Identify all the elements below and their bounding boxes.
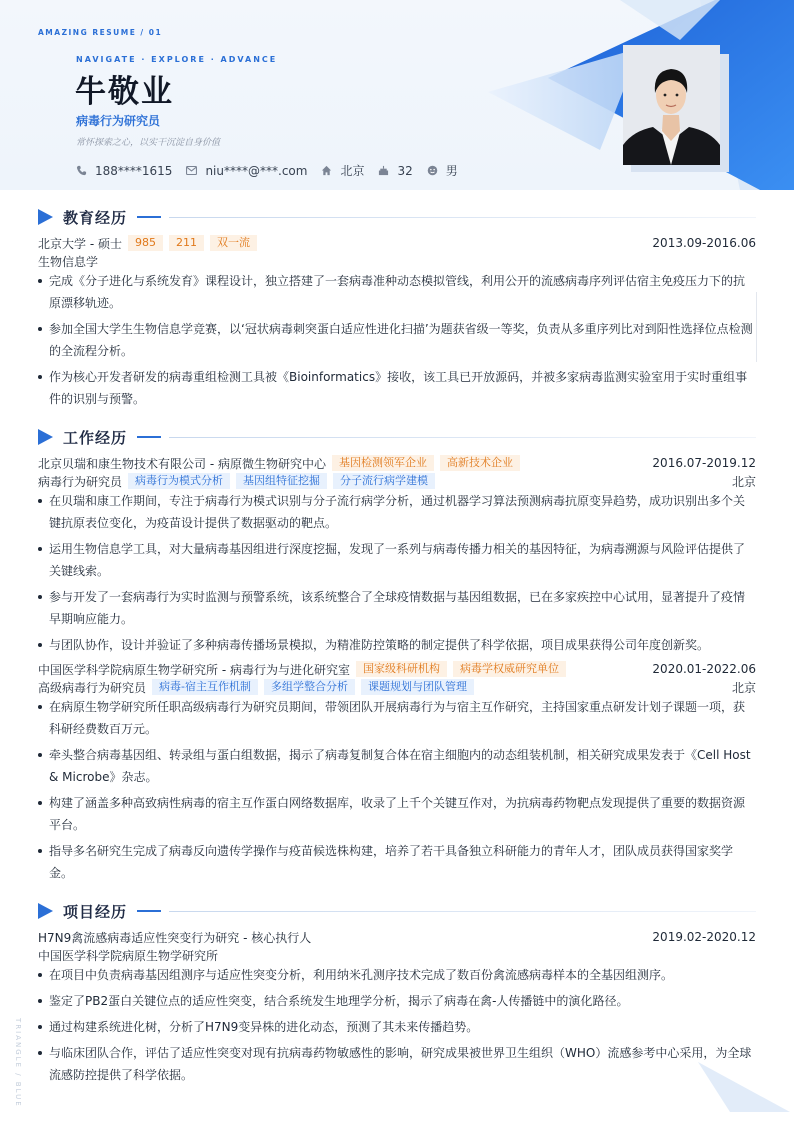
- resume-header: [0, 0, 794, 190]
- list-item: 鉴定了PB2蛋白关键位点的适应性突变，结合系统发生地理学分析，揭示了病毒在禽-人传播链中的演化路径。: [38, 990, 756, 1012]
- contact-phone: [76, 164, 172, 178]
- phone-text: 188****1615: [95, 163, 173, 178]
- company-name: 北京贝瑞和康生物技术有限公司 - 病原微生物研究中心: [38, 456, 326, 471]
- contact-email: [186, 164, 307, 178]
- face-icon: [427, 165, 438, 176]
- triangle-icon: [38, 429, 53, 445]
- list-item: 牵头整合病毒基因组、转录组与蛋白组数据，揭示了病毒复制复合体在宿主细胞内的动态组装机制，相关研究成果发表于《Cell Host & Microbe》杂志。: [38, 744, 756, 788]
- job-location: 北京: [731, 680, 756, 695]
- list-item: 参与开发了一套病毒行为实时监测与预警系统，该系统整合了全球疫情数据与基因组数据，已在多家疾控中心试用，显著提升了疫情早期响应能力。: [38, 586, 756, 630]
- job-date: 2016.07-2019.12: [652, 456, 756, 470]
- list-item: 运用生物信息学工具，对大量病毒基因组进行深度挖掘，发现了一系列与病毒传播力相关的基因特征，为病毒溯源与风险评估提供了关键线索。: [38, 538, 756, 582]
- side-watermark: TRIANGLE / BLUE: [14, 1018, 22, 1108]
- list-item: 在贝瑞和康工作期间，专注于病毒行为模式识别与分子流行病学分析，通过机器学习算法预测病毒抗原变异趋势，成功识别出多个关键抗原表位变化，为疫苗设计提供了数据驱动的靶点。: [38, 490, 756, 534]
- section-title: 工作经历: [63, 428, 128, 447]
- project-name: H7N9禽流感病毒适应性突变行为研究 - 核心执行人: [38, 930, 312, 945]
- project-org: 中国医学科学院病原生物学研究所: [38, 948, 219, 963]
- skill-tag: 课题规划与团队管理: [361, 679, 474, 695]
- section-title: 教育经历: [63, 208, 128, 227]
- home-icon: [321, 165, 332, 176]
- job-position: 高级病毒行为研究员: [38, 680, 147, 695]
- list-item: 在项目中负责病毒基因组测序与适应性突变分析，利用纳米孔测序技术完成了数百份禽流感病毒样本的全基因组测序。: [38, 964, 756, 986]
- list-item: 指导多名研究生完成了病毒反向遗传学操作与疫苗候选株构建，培养了若干具备独立科研能力的青年人才，团队成员获得国家奖学金。: [38, 840, 756, 884]
- section-line: [169, 911, 756, 912]
- triangle-icon: [38, 903, 53, 919]
- school-tag: 双一流: [210, 235, 257, 251]
- list-item: 构建了涵盖多种高致病性病毒的宿主互作蛋白网络数据库，收录了上千个关键互作对，为抗病毒药物靶点发现提供了重要的数据资源平台。: [38, 792, 756, 836]
- nav-slogan: NAVIGATE · EXPLORE · ADVANCE: [76, 55, 278, 64]
- contact-bar: [76, 162, 472, 179]
- phone-icon: [76, 165, 87, 176]
- resume-kicker: AMAZING RESUME / 01: [38, 28, 163, 37]
- job-position-row: [38, 678, 756, 696]
- candidate-role: 病毒行为研究员: [76, 114, 161, 128]
- mail-icon: [186, 166, 197, 175]
- gender-text: 男: [445, 164, 458, 178]
- list-item: 在病原生物学研究所任职高级病毒行为研究员期间，带领团队开展病毒行为与宿主互作研究，主持国家重点研发计划子课题一项，获科研经费数百万元。: [38, 696, 756, 740]
- skill-tag: 分子流行病学建模: [333, 473, 435, 489]
- skill-tag: 基因组特征挖掘: [236, 473, 327, 489]
- list-item: 与团队协作，设计并验证了多种病毒传播场景模拟，为精准防控策略的制定提供了科学依据，项目成果获得公司年度创新奖。: [38, 634, 756, 656]
- section-work: [38, 426, 756, 448]
- major: 生物信息学: [38, 254, 99, 269]
- project-date: 2019.02-2020.12: [652, 930, 756, 944]
- company-tag: 基因检测领军企业: [332, 455, 434, 471]
- project-org-row: [38, 946, 756, 964]
- list-item: 参加全国大学生生物信息学竞赛，以‘冠状病毒刺突蛋白适应性进化扫描’为题获省级一等奖，负责从多重序列比对到阳性选择位点检测的全流程分析。: [38, 318, 756, 362]
- contact-gender: [427, 162, 458, 179]
- skill-tag: 病毒行为模式分析: [128, 473, 230, 489]
- school-tag: 211: [169, 235, 204, 251]
- education-major-row: [38, 252, 756, 270]
- margin-divider: [756, 292, 757, 362]
- section-projects: [38, 900, 756, 922]
- job-position-row: [38, 472, 756, 490]
- section-divider: [137, 910, 161, 912]
- list-item: 通过构建系统进化树，分析了H7N9变异株的进化动态，预测了其未来传播趋势。: [38, 1016, 756, 1038]
- job-header: [38, 454, 756, 472]
- list-item: 完成《分子进化与系统发育》课程设计，独立搭建了一套病毒准种动态模拟管线，利用公开的流感病毒序列评估宿主免疫压力下的抗原漂移轨迹。: [38, 270, 756, 314]
- company-tag: 国家级科研机构: [356, 661, 447, 677]
- candidate-name: 牛敬业: [75, 74, 174, 110]
- city-text: 北京: [340, 164, 365, 178]
- candidate-motto: 常怀探索之心，以实干沉淀自身价值: [76, 138, 221, 148]
- section-divider: [137, 216, 161, 218]
- triangle-icon: [38, 209, 53, 225]
- company-name: 中国医学科学院病原生物学研究所 - 病毒行为与进化研究室: [38, 662, 350, 677]
- education-header: [38, 234, 756, 252]
- company-tag: 高新技术企业: [440, 455, 520, 471]
- age-text: 32: [397, 163, 413, 178]
- job-position: 病毒行为研究员: [38, 474, 123, 489]
- cake-icon: [378, 165, 389, 176]
- email-text: niu****@***.com: [205, 163, 308, 178]
- profile-photo: [623, 45, 720, 165]
- list-item: 作为核心开发者研发的病毒重组检测工具被《Bioinformatics》接收，该工具已开放源码，并被多家病毒监测实验室用于实时重组事件的识别与预警。: [38, 366, 756, 410]
- contact-age: [378, 164, 412, 178]
- job-date: 2020.01-2022.06: [652, 662, 756, 676]
- section-education: [38, 206, 756, 228]
- job-location: 北京: [731, 474, 756, 489]
- job-header: [38, 660, 756, 678]
- corner-decoration: [690, 1060, 794, 1123]
- section-line: [169, 437, 756, 438]
- skill-tag: 多组学整合分析: [264, 679, 355, 695]
- section-divider: [137, 436, 161, 438]
- education-date: 2013.09-2016.06: [652, 236, 756, 250]
- list-item: 与临床团队合作，评估了适应性突变对现有抗病毒药物敏感性的影响，研究成果被世界卫生组织（WHO）流感参考中心采用，为全球流感防控提供了科学依据。: [38, 1042, 756, 1086]
- school-name: 北京大学 - 硕士: [38, 236, 122, 251]
- project-header: [38, 928, 756, 946]
- contact-city: [321, 162, 364, 179]
- school-tag: 985: [128, 235, 163, 251]
- section-line: [169, 217, 756, 218]
- skill-tag: 病毒-宿主互作机制: [152, 679, 258, 695]
- section-title: 项目经历: [63, 902, 128, 921]
- company-tag: 病毒学权威研究单位: [453, 661, 566, 677]
